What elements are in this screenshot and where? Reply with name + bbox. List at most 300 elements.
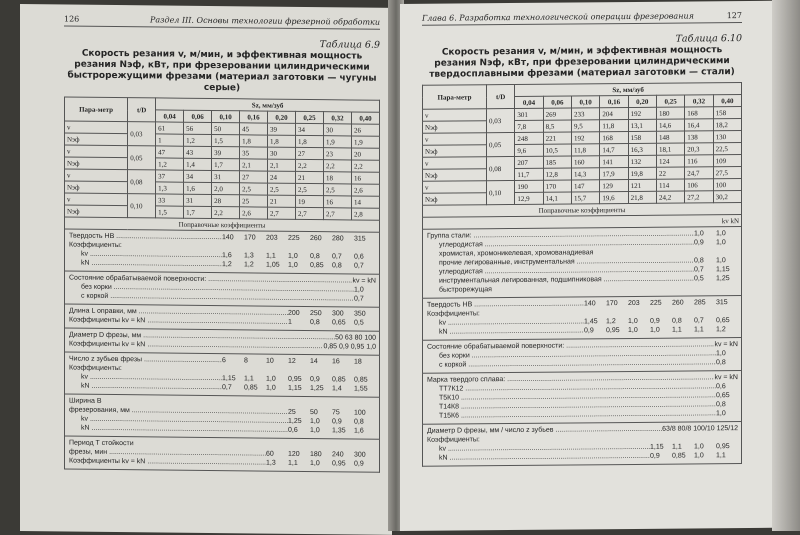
coef-label: Период T стойкости	[69, 439, 134, 448]
coef-value: 1,0	[650, 326, 660, 334]
coef-label: Длина L оправки, мм .....	[69, 307, 288, 318]
row-param: v	[65, 121, 128, 134]
coef-value: 240	[332, 451, 344, 459]
coef-value: 0,7	[694, 266, 704, 274]
coef-value: 0,9	[650, 452, 660, 460]
row-param: v	[423, 109, 487, 122]
row-param: Nэф	[423, 169, 487, 182]
coef-values	[354, 285, 376, 294]
coef-value: 225	[288, 234, 300, 242]
cell-value: 30	[323, 124, 351, 136]
coef-value: 1,1	[672, 443, 682, 451]
cell-value: 27	[296, 147, 324, 159]
cell-value: 21,8	[628, 191, 656, 203]
row-param: v	[423, 133, 487, 146]
coef-title: Поправочные коэффициенты	[65, 217, 380, 232]
coef-label: Диаметр D фрезы, мм .....	[69, 331, 335, 343]
cell-value: 16,3	[628, 143, 656, 155]
coef-label: с коркой .....	[81, 292, 354, 304]
cell-value: 2,8	[351, 208, 379, 220]
sz-value: 0,32	[685, 95, 713, 107]
coef-value: 0,9	[694, 239, 704, 247]
coef-values	[354, 294, 376, 303]
coef-value: 0,65	[332, 319, 346, 327]
coef-value: 1,0	[288, 252, 298, 260]
data-table	[64, 96, 380, 232]
coef-label: инструментальная легированная, подшипниковая .....	[439, 274, 694, 285]
cell-value: 1,2	[156, 158, 184, 170]
cell-value: 17,9	[600, 168, 628, 180]
cell-value: 2,5	[240, 183, 268, 195]
cell-value: 11,7	[515, 168, 543, 180]
coef-value: 1,0	[266, 384, 276, 392]
coef-block	[64, 271, 380, 307]
cell-value: 30	[268, 147, 296, 159]
sz-value: 0,20	[268, 111, 296, 123]
coef-values	[694, 265, 738, 274]
coef-label: фрезерования, мм .....	[69, 406, 288, 417]
page-edges	[772, 0, 800, 531]
coef-label: Ширина B	[69, 397, 102, 405]
cell-value: 180	[656, 107, 684, 119]
coef-value: 0,85	[244, 384, 258, 392]
row-param: Nэф	[65, 133, 128, 146]
cell-value: 35	[240, 147, 268, 159]
cell-value: 23	[323, 148, 351, 160]
row-td: 0,05	[487, 132, 515, 156]
coef-label: Марка твердого сплава: .....	[427, 373, 714, 385]
cell-value: 50	[212, 123, 240, 135]
coef-label: без корки .....	[81, 283, 354, 295]
coef-label: Коэффициенты:	[69, 241, 122, 250]
cell-value: 16,4	[685, 119, 713, 131]
coef-label: углеродистая .....	[439, 238, 694, 249]
coef-value: 225	[650, 299, 662, 307]
coef-values	[714, 373, 738, 382]
coef-block	[422, 338, 742, 374]
coef-value: 0,85	[310, 262, 324, 270]
coef-value: 140	[222, 234, 234, 242]
coef-value: 75	[332, 409, 340, 417]
table-label: Таблица 6.10	[675, 33, 742, 45]
coef-value: 250	[310, 310, 322, 318]
cell-value: 158	[628, 131, 656, 143]
coef-label: kv .....	[439, 317, 584, 327]
sz-value: 0,25	[656, 95, 684, 107]
cell-value: 2,1	[240, 159, 268, 171]
cell-value: 12,8	[543, 168, 571, 180]
cell-value: 11,8	[571, 144, 599, 156]
coef-value: 315	[716, 299, 728, 307]
cell-value: 12,9	[515, 192, 543, 204]
row-td: 0,05	[128, 146, 156, 170]
row-td: 0,03	[487, 108, 515, 132]
coef-value: 0,85	[354, 376, 368, 384]
coef-label: Коэффициенты kv = kN .....	[69, 457, 266, 468]
cell-value: 18,2	[713, 119, 741, 131]
coef-block	[422, 422, 742, 467]
coef-value: 0,7	[332, 253, 342, 261]
coef-value: kv = kN	[714, 374, 738, 382]
cell-value: 2,2	[351, 160, 379, 172]
row-param: v	[65, 145, 128, 158]
coef-value: 180	[310, 451, 322, 459]
row-param: Nэф	[65, 205, 128, 218]
cell-value: 47	[156, 146, 184, 158]
coef-value: 1,6	[222, 252, 232, 260]
coef-values	[323, 342, 376, 352]
coef-block	[422, 296, 742, 341]
coef-value: 260	[672, 299, 684, 307]
coef-value: 1,25	[310, 385, 324, 393]
coef-value: 0,85 0,9 0,95 1,0	[323, 343, 376, 351]
coef-value: 0,7	[694, 317, 704, 325]
coef-value: 0,8	[310, 253, 320, 261]
coef-value: 0,7	[354, 295, 364, 303]
cell-value: 20	[351, 148, 379, 160]
table-caption: Скорость резания v, м/мин, и эффективная мощность резания Nэф, кВт, при фрезеровании цилиндрическими быстрорежущими фрезами (материал заготовки — чугуны серые)	[67, 48, 377, 94]
cell-value: 2,2	[212, 207, 240, 219]
coef-head: kv kN	[423, 215, 742, 230]
coef-value: 0,8	[354, 418, 364, 426]
cell-value: 190	[515, 180, 543, 192]
coef-value: 0,95	[606, 327, 620, 335]
row-td: 0,10	[128, 194, 156, 218]
coef-label: Число z зубьев фрезы .....	[69, 355, 222, 366]
coef-value: 100	[354, 409, 366, 417]
cell-value: 14,6	[656, 119, 684, 131]
coef-values	[714, 340, 738, 349]
coef-value: 170	[606, 300, 618, 308]
coef-label: быстрорежущая	[439, 286, 492, 294]
cell-value: 192	[571, 132, 599, 144]
cell-value: 129	[600, 180, 628, 192]
coef-label: Состояние обрабатываемой поверхности: .....	[69, 274, 352, 286]
coef-label: kN .....	[81, 382, 222, 392]
cell-value: 100	[713, 179, 741, 191]
coef-value: 0,7	[222, 384, 232, 392]
coef-value: 0,95	[716, 443, 730, 451]
cell-value: 2,1	[268, 159, 296, 171]
coef-value: 0,7	[354, 262, 364, 270]
coef-value: 1,0	[716, 350, 726, 358]
coef-label: kv .....	[439, 443, 650, 454]
cell-value: 248	[515, 132, 543, 144]
coef-label: kv .....	[81, 373, 222, 383]
coef-block	[64, 304, 380, 331]
coef-line	[69, 316, 376, 328]
cell-value: 39	[268, 123, 296, 135]
cell-value: 170	[543, 180, 571, 192]
coef-values	[584, 325, 738, 335]
cell-value: 132	[628, 155, 656, 167]
right-page	[400, 1, 772, 531]
coef-value: 0,8	[716, 359, 726, 367]
coef-label: ТТ7К12 .....	[439, 382, 716, 393]
coef-value: 300	[332, 310, 344, 318]
coef-value: 1,45	[584, 318, 598, 326]
cell-value: 19	[296, 195, 324, 207]
coef-line	[427, 409, 738, 421]
cell-value: 9,5	[571, 120, 599, 132]
cell-value: 114	[656, 179, 684, 191]
coef-label: углеродистая .....	[439, 265, 694, 276]
cell-value: 2,6	[351, 184, 379, 196]
sz-value: 0,04	[515, 96, 543, 108]
cell-value: 2,2	[323, 160, 351, 172]
cell-value: 16	[351, 172, 379, 184]
coef-label: Коэффициенты kv = kN .....	[69, 316, 288, 327]
row-td: 0,08	[128, 170, 156, 194]
data-table	[422, 82, 742, 230]
coef-values	[288, 426, 376, 436]
cell-value: 31	[212, 171, 240, 183]
sz-value: 0,40	[713, 95, 741, 107]
cell-value: 9,6	[515, 144, 543, 156]
coef-block	[422, 227, 742, 299]
coef-label: kv .....	[81, 415, 288, 426]
left-page	[20, 4, 392, 535]
cell-value: 168	[685, 107, 713, 119]
cell-value: 14	[351, 196, 379, 208]
cell-value: 56	[184, 122, 212, 134]
coef-values	[694, 229, 738, 238]
coef-label: Диаметр D фрезы, мм / число z зубьев .....	[427, 425, 662, 436]
row-param: Nэф	[65, 181, 128, 194]
cell-value: 18	[323, 172, 351, 184]
coef-value: 10	[266, 357, 274, 365]
cell-value: 27,5	[713, 167, 741, 179]
coef-value: 203	[628, 299, 640, 308]
coef-label: Твердость HB .....	[427, 299, 584, 309]
coef-value: 1,25	[288, 417, 302, 425]
coef-value: 1,0	[310, 427, 320, 435]
cell-value: 109	[713, 155, 741, 167]
cell-value: 27	[240, 171, 268, 183]
coef-values	[584, 298, 738, 308]
cell-value: 148	[656, 131, 684, 143]
coef-value: 1,0	[628, 317, 638, 326]
coef-value: 1,55	[354, 385, 368, 393]
cell-value: 141	[600, 156, 628, 168]
cell-value: 1,4	[184, 158, 212, 170]
cell-value: 10,5	[543, 144, 571, 156]
coef-value: 1,0	[716, 230, 726, 238]
coef-value: 0,9	[310, 376, 320, 384]
row-param: v	[65, 169, 128, 182]
coef-value: 1,1	[244, 375, 254, 383]
coef-line	[69, 457, 376, 469]
coef-block	[64, 436, 380, 472]
coef-values	[716, 349, 738, 358]
coef-line	[427, 451, 738, 463]
cell-value: 1,9	[323, 136, 351, 148]
coef-block	[422, 371, 742, 425]
coef-value: 1,6	[354, 427, 364, 435]
coef-value: 1,2	[606, 318, 616, 326]
cell-value: 21	[296, 171, 324, 183]
coef-value: 1,1	[288, 459, 298, 467]
cell-value: 34	[296, 123, 324, 135]
cell-value: 1,8	[240, 135, 268, 147]
coef-value: 18	[354, 358, 362, 366]
cell-value: 39	[212, 147, 240, 159]
coef-values	[222, 260, 376, 271]
coef-label: Твердость HB .....	[69, 232, 222, 243]
cell-value: 168	[600, 132, 628, 144]
coef-value: 0,85	[672, 452, 686, 460]
cell-value: 1,6	[184, 182, 212, 194]
coef-label: Коэффициенты:	[69, 364, 122, 373]
coef-label: Группа стали: .....	[427, 229, 694, 240]
cell-value: 158	[713, 107, 741, 119]
coef-value: 14	[310, 358, 318, 366]
coef-value: 6	[222, 357, 226, 365]
coef-label: Коэффициенты:	[427, 310, 480, 318]
col-header-param: Пара-метр	[65, 97, 128, 122]
coef-value: 1,0	[716, 257, 726, 265]
sz-value: 0,16	[600, 96, 628, 108]
cell-value: 19,8	[628, 167, 656, 179]
cell-value: 1,7	[212, 159, 240, 171]
coef-block	[64, 352, 380, 397]
row-td: 0,08	[487, 156, 515, 180]
coef-label: без корки .....	[439, 349, 716, 360]
cell-value: 106	[685, 179, 713, 191]
cell-value: 11,8	[600, 120, 628, 132]
coef-value: 1,15	[288, 384, 302, 392]
coef-value: 1,05	[266, 261, 280, 269]
coef-line	[69, 340, 376, 352]
col-header-sz: Sz, мм/зуб	[515, 83, 742, 97]
cell-value: 20,3	[685, 143, 713, 155]
coef-value: 0,6	[354, 253, 364, 261]
cell-value: 26	[351, 124, 379, 136]
cell-value: 19,6	[600, 192, 628, 204]
row-param: Nэф	[423, 193, 487, 206]
coef-value: 0,9	[650, 317, 660, 325]
cell-value: 2,6	[240, 207, 268, 219]
table-label: Таблица 6.9	[319, 39, 380, 51]
cell-value: 14,1	[543, 192, 571, 204]
coef-value: 1,0	[694, 452, 704, 460]
coef-line	[69, 424, 376, 436]
sz-value: 0,06	[184, 110, 212, 122]
col-header-td: t/D	[487, 84, 515, 108]
cell-value: 269	[543, 108, 571, 120]
cell-value: 2,7	[296, 207, 324, 219]
row-param: v	[423, 181, 487, 194]
cell-value: 1,8	[268, 135, 296, 147]
coef-value: 1,15	[222, 375, 236, 383]
coef-value: 0,9	[584, 327, 594, 335]
coef-value: 1,1	[716, 452, 726, 460]
cell-value: 16	[323, 196, 351, 208]
coef-label: хромистая, хромоникелевая, хромованадиевая	[439, 249, 594, 258]
page-number: 127	[726, 11, 742, 21]
cell-value: 13,1	[628, 119, 656, 131]
coef-value: 0,9	[332, 418, 342, 426]
cell-value: 116	[685, 155, 713, 167]
sz-value: 0,20	[628, 95, 656, 107]
sz-value: 0,25	[296, 111, 324, 123]
coef-value: 1,2	[716, 326, 726, 334]
cell-value: 37	[156, 170, 184, 182]
coef-value: 1,3	[266, 459, 276, 467]
coef-value: 0,6	[288, 426, 298, 434]
cell-value: 124	[656, 155, 684, 167]
coef-label: фрезы, мин .....	[69, 448, 266, 459]
cell-value: 22,5	[713, 143, 741, 155]
row-param: Nэф	[65, 157, 128, 170]
coef-value: 0,65	[716, 392, 730, 400]
coef-value: 200	[288, 309, 300, 317]
cell-value: 221	[543, 132, 571, 144]
coef-value: 0,8	[332, 262, 342, 270]
coef-label: kN .....	[81, 424, 288, 435]
col-header-td: t/D	[128, 98, 156, 122]
coef-values	[222, 233, 376, 244]
coef-values	[694, 238, 738, 247]
coef-values	[662, 424, 738, 434]
coef-values	[694, 274, 738, 283]
coef-values	[335, 333, 376, 342]
running-title: Раздел III. Основы технологии фрезерной обработки	[149, 15, 380, 27]
coef-value: 1,1	[694, 326, 704, 334]
coef-value: 1,0	[266, 375, 276, 383]
cell-value: 1,3	[156, 182, 184, 194]
coef-values	[222, 356, 376, 367]
coef-value: 1,0	[354, 286, 364, 294]
coef-value: 0,5	[694, 275, 704, 283]
coef-value: 1,0	[288, 261, 298, 269]
col-header-param: Пара-метр	[423, 85, 487, 110]
cell-value: 2,5	[323, 184, 351, 196]
coef-value: 1,1	[672, 326, 682, 334]
coef-value: 0,65	[716, 317, 730, 325]
coef-value: 280	[332, 235, 344, 243]
coef-values	[694, 256, 738, 265]
sz-value: 0,16	[240, 111, 268, 123]
coef-label: Т14К8 .....	[439, 400, 716, 411]
coef-value: 0,6	[716, 383, 726, 391]
cell-value: 1,9	[351, 136, 379, 148]
sz-value: 0,40	[351, 112, 379, 124]
cell-value: 24,2	[656, 191, 684, 203]
cell-value: 24	[268, 171, 296, 183]
coef-values	[266, 459, 376, 469]
coef-label: с коркой .....	[439, 358, 716, 369]
coef-value: 140	[584, 300, 596, 308]
coef-value: 8	[244, 357, 248, 365]
coef-value: 1,0	[310, 418, 320, 426]
coef-value: 1,0	[694, 230, 704, 238]
coef-label: kN .....	[439, 452, 650, 463]
coef-value: 12	[288, 357, 296, 365]
coef-value: 0,8	[672, 317, 682, 325]
coef-value: 120	[288, 450, 300, 458]
cell-value: 185	[543, 156, 571, 168]
coef-line	[427, 325, 738, 337]
running-title: Глава 6. Разработка технологической операции фрезерования	[422, 11, 694, 23]
coef-block	[64, 394, 380, 439]
cell-value: 233	[571, 108, 599, 120]
sz-value: 0,10	[212, 111, 240, 123]
coef-value: 60	[266, 450, 274, 458]
coef-label: Состояние обрабатываемой поверхности: .....	[427, 340, 714, 352]
cell-value: 2,2	[296, 159, 324, 171]
coef-label: Т5К10 .....	[439, 391, 716, 402]
